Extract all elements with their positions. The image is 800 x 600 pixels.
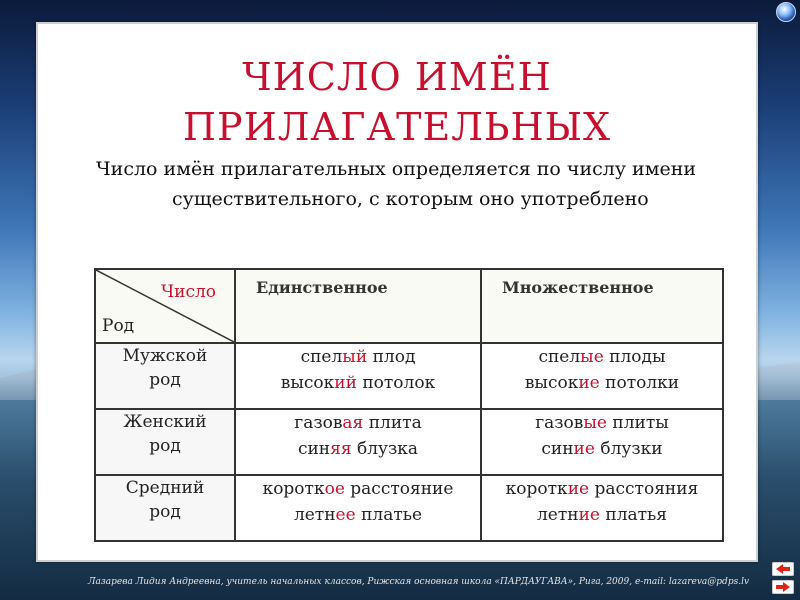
table-row	[95, 343, 723, 409]
example-phrase: спелые плоды	[538, 347, 666, 367]
example-phrase: летнее платье	[293, 505, 423, 525]
cell-plural	[481, 475, 723, 541]
example-phrase: синяя блузка	[297, 439, 419, 459]
example-phrase: спелый плод	[300, 347, 416, 367]
cell-plural	[481, 409, 723, 475]
corner-label-gender: Род	[102, 316, 135, 336]
footer-credit: Лазарева Лидия Андреевна, учитель начальных классов, Рижская основная школа «ПАРДАУГАВА», Рига, 2009, e-mail: lazareva@pdps.lv	[88, 577, 750, 587]
row-header-feminine: Женский род	[95, 409, 235, 475]
slide-title	[38, 52, 756, 152]
table-header-row	[95, 269, 723, 343]
cell-singular	[235, 475, 481, 541]
cell-singular	[235, 409, 481, 475]
row-header-neuter: Средний род	[95, 475, 235, 541]
table-corner-cell	[95, 269, 235, 343]
example-phrase: высокий потолок	[280, 373, 436, 393]
corner-label-number: Число	[160, 282, 216, 302]
example-phrase: летние платья	[536, 505, 668, 525]
subtitle-line-2: существительного, с которым оно употреблено	[172, 188, 649, 210]
cell-singular	[235, 343, 481, 409]
adjective-number-table	[94, 268, 724, 542]
column-header-plural: Множественное	[481, 269, 723, 343]
row-header-masculine: Мужской род	[95, 343, 235, 409]
column-header-singular: Единственное	[235, 269, 481, 343]
example-phrase: короткие расстояния	[505, 479, 699, 499]
cell-plural	[481, 343, 723, 409]
example-phrase: газовые плиты	[535, 413, 669, 433]
title-line-2: ПРИЛАГАТЕЛЬНЫХ	[182, 105, 612, 149]
example-phrase: синие блузки	[541, 439, 663, 459]
arrow-right-icon[interactable]	[772, 580, 794, 594]
table-row	[95, 475, 723, 541]
example-phrase: высокие потолки	[524, 373, 680, 393]
example-phrase: газовая плита	[294, 413, 422, 433]
slide-panel	[36, 22, 758, 562]
title-line-1: ЧИСЛО ИМЁН	[242, 55, 552, 99]
slide-subtitle	[86, 154, 726, 214]
table-row	[95, 409, 723, 475]
subtitle-line-1: Число имён прилагательных определяется по числу имени	[96, 158, 697, 180]
globe-icon	[776, 2, 796, 22]
example-phrase: короткое расстояние	[262, 479, 454, 499]
arrow-left-icon[interactable]	[772, 562, 794, 576]
